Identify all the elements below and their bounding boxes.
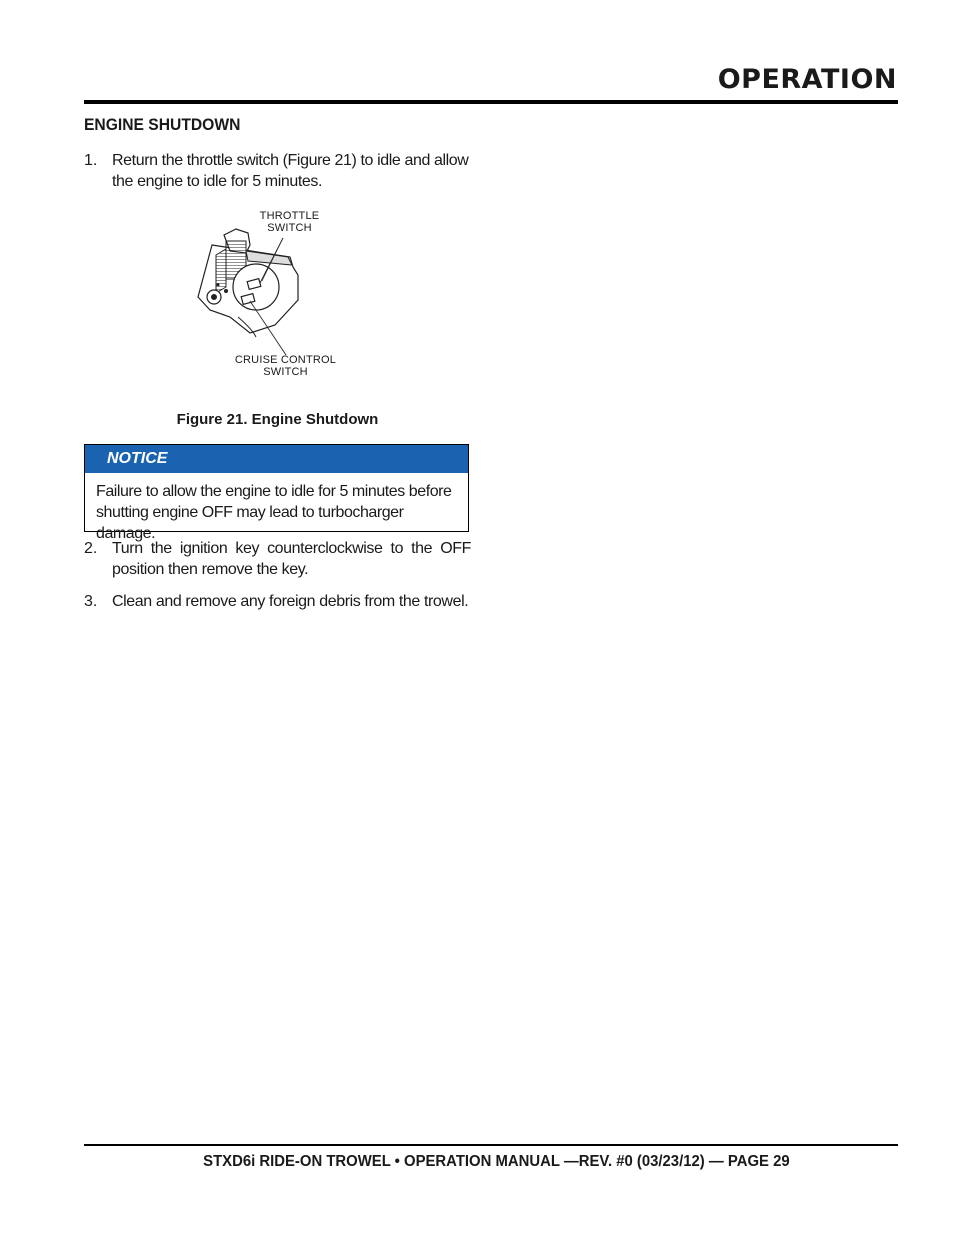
step-text: Return the throttle switch (Figure 21) to idle and allow the engine to idle for 5 minutes. xyxy=(112,152,469,190)
figure-caption: Figure 21. Engine Shutdown xyxy=(176,411,379,428)
step-number: 2. xyxy=(84,540,98,557)
notice-box xyxy=(84,444,469,542)
figure-label-cruise-control: CRUISE CONTROL SWITCH xyxy=(234,354,337,378)
top-rule xyxy=(84,100,898,104)
step-3 xyxy=(84,591,471,612)
step-number: 1. xyxy=(84,152,98,169)
figure-label-throttle: THROTTLE SWITCH xyxy=(259,210,320,234)
step-text: Turn the ignition key counterclockwise to the OFF position then remove the key. xyxy=(112,540,471,578)
subheading-engine-shutdown: ENGINE SHUTDOWN xyxy=(84,115,241,134)
step-1 xyxy=(84,150,471,192)
step-text: Clean and remove any foreign debris from the trowel. xyxy=(112,593,469,610)
section-title: OPERATION xyxy=(717,64,897,95)
bottom-rule xyxy=(84,1144,898,1146)
figure-throttle-switch-illustration xyxy=(190,205,360,385)
notice-body: Failure to allow the engine to idle for 5 minutes before shutting engine OFF may lead to turbocharger damage. xyxy=(96,483,452,542)
notice-heading: NOTICE xyxy=(85,445,468,473)
page-footer: STXD6i RIDE-ON TROWEL • OPERATION MANUAL —REV. #0 (03/23/12) — PAGE 29 xyxy=(203,1153,790,1170)
step-number: 3. xyxy=(84,593,98,610)
step-2 xyxy=(84,538,471,580)
